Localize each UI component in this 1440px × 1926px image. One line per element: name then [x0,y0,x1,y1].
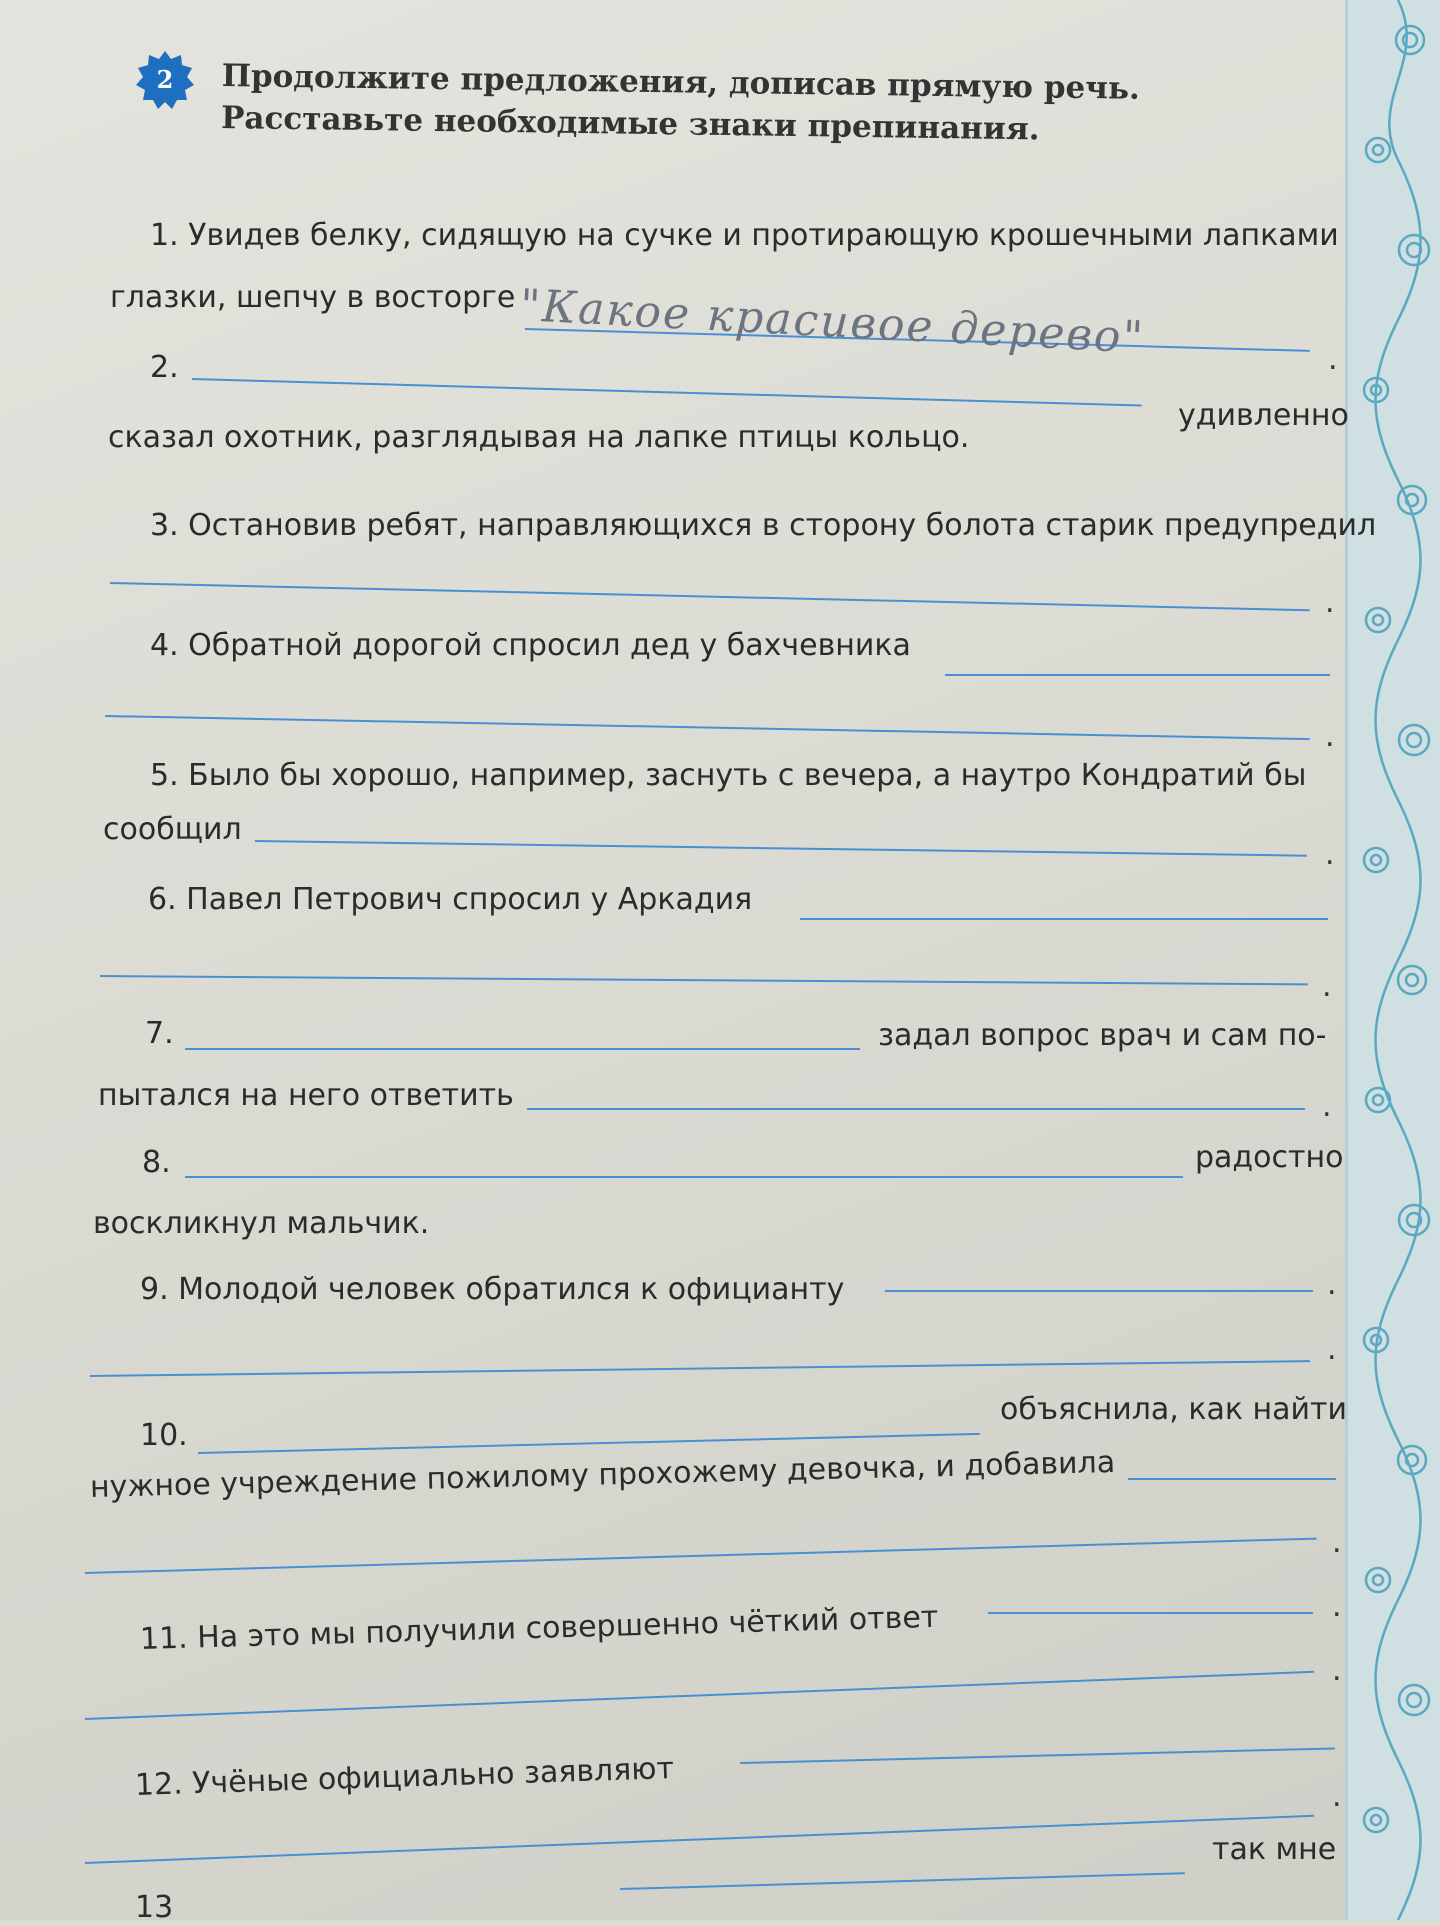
item-5-dot: . [1325,837,1335,872]
item-3-line-1: 3. Остановив ребят, направляющихся в сторону болота старик предупредил [150,508,1377,543]
item-1-handwritten-answer: "Какое красивое дерево" [518,280,1147,364]
task-number-badge [135,50,195,110]
item-5-answer-blank[interactable] [255,840,1307,857]
item-7-number: 7. [145,1016,174,1051]
item-8-line-1: радостно [1195,1140,1344,1175]
item-6-dot: . [1322,969,1332,1004]
item-12-line-1: 12. Учёные официально заявляют [134,1751,675,1803]
item-6-answer-blank-1[interactable] [800,918,1328,920]
item-8-answer-blank[interactable] [185,1176,1183,1178]
task-number: 2 [156,65,174,94]
item-4-answer-blank-1[interactable] [945,674,1330,676]
item-5-line-2: сообщил [103,812,242,847]
decorative-border [1345,0,1440,1920]
item-7-answer-blank-1[interactable] [185,1048,860,1050]
item-4-dot: . [1325,719,1335,754]
item-9-dot-1: . [1327,1267,1337,1302]
item-10-line-1: объяснила, как найти [1000,1392,1347,1427]
item-12-line-2: так мне [1212,1832,1337,1867]
item-6-answer-blank-2[interactable] [100,975,1308,985]
item-12-answer-blank-3[interactable] [620,1872,1185,1890]
item-9-dot-2: . [1327,1332,1337,1367]
item-11-line-1: 11. На это мы получили совершенно чёткий ответ [139,1599,939,1657]
item-11-dot-1: . [1332,1589,1342,1624]
item-7-answer-blank-2[interactable] [527,1108,1305,1110]
item-9-answer-blank-2[interactable] [90,1360,1310,1377]
swirl-ornament-icon [1348,0,1440,1920]
item-2-line-2: сказал охотник, разглядывая на лапке птицы кольцо. [108,420,970,455]
item-6-line-1: 6. Павел Петрович спросил у Аркадия [148,882,753,917]
item-7-dot: . [1322,1089,1332,1124]
item-5-line-1: 5. Было бы хорошо, например, заснуть с вечера, а наутро Кондратий бы [150,758,1307,793]
item-2-line-1: удивленно [1178,398,1349,433]
item-12-answer-blank-2[interactable] [85,1815,1314,1864]
item-1-line-2: глазки, шепчу в восторге [110,280,516,315]
item-12-dot: . [1332,1779,1342,1814]
item-12-answer-blank-1[interactable] [740,1747,1335,1764]
item-7-line-1: задал вопрос врач и сам по- [878,1018,1327,1053]
item-1-dot: . [1328,342,1338,377]
item-13-number: 13 [135,1890,174,1925]
item-1-line-1: 1. Увидев белку, сидящую на сучке и протирающую крошечными лапками [150,218,1339,253]
item-10-answer-blank-2[interactable] [1128,1478,1336,1480]
item-4-answer-blank-2[interactable] [105,715,1310,740]
item-10-dot: . [1332,1525,1342,1560]
item-7-line-2: пытался на него ответить [98,1078,514,1113]
item-3-answer-blank[interactable] [110,582,1310,611]
item-10-number: 10. [140,1418,188,1453]
item-8-line-2: воскликнул мальчик. [93,1206,430,1241]
item-4-line-1: 4. Обратной дорогой спросил дед у бахчевника [150,628,911,663]
item-11-answer-blank-1[interactable] [988,1612,1313,1614]
item-11-dot-2: . [1332,1653,1342,1688]
item-2-number: 2. [150,350,179,385]
item-3-dot: . [1325,585,1335,620]
item-8-number: 8. [142,1145,171,1180]
task-instructions: Продолжите предложения, дописав прямую речь. Расставьте необходимые знаки препинания. [220,57,1141,148]
item-11-answer-blank-2[interactable] [85,1671,1314,1720]
item-10-answer-blank-3[interactable] [85,1538,1317,1574]
item-9-line-1: 9. Молодой человек обратился к официанту [140,1272,845,1307]
item-10-line-2: нужное учреждение пожилому прохожему девочка, и добавила [89,1444,1116,1505]
item-2-answer-blank[interactable] [192,378,1142,407]
item-9-answer-blank-1[interactable] [885,1290,1313,1292]
